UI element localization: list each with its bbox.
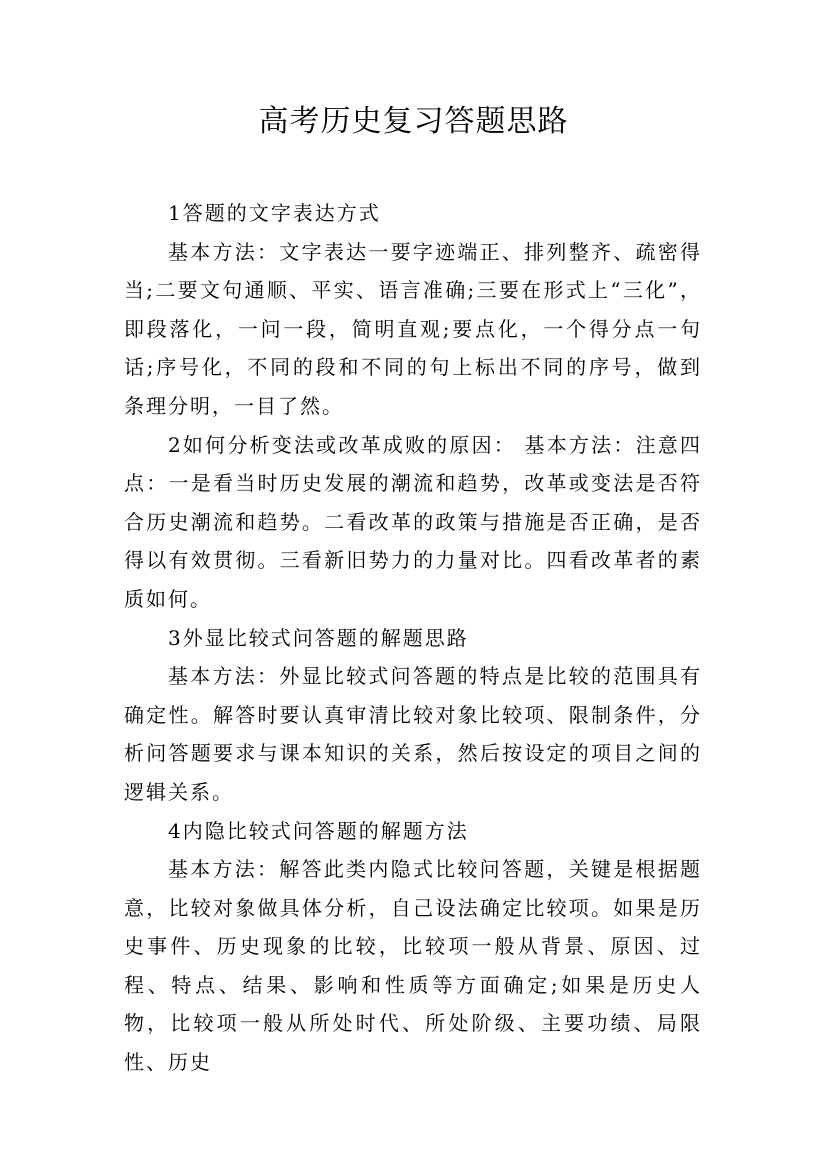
document-title: 高考历史复习答题思路 xyxy=(258,104,569,139)
document-body xyxy=(124,194,702,1082)
paragraph-heading-3: 3外显比较式问答题的解题思路 xyxy=(168,625,469,650)
paragraph-heading-1: 1答题的文字表达方式 xyxy=(168,201,381,225)
paragraph-method-4: 基本方法：解答此类内隐式比较问答题，关键是根据题意，比较对象做具体分析，自己设法确定比较项。如果是历史事件、历史现象的比较，比较项一般从背景、原因、过程、特点、结果、影响和性质等方面确定;如果是历史人物，比较项一般从所处时代、所处阶级、主要功绩、局限性、历史 xyxy=(124,857,702,1075)
paragraph-method-1: 基本方法：文字表达一要字迹端正、排列整齐、疏密得当;二要文句通顺、平实、语言准确;三要在形式上“三化”，即段落化，一问一段，简明直观;要点化，一个得分点一句话;序号化，不同的段和不同的句上标出不同的序号，做到条理分明，一目了然。 xyxy=(124,239,702,418)
paragraph-heading-4: 4内隐比较式问答题的解题方法 xyxy=(168,818,469,843)
paragraph-method-3: 基本方法：外显比较式问答题的特点是比较的范围具有确定性。解答时要认真审清比较对象比较项、限制条件，分析问答题要求与课本知识的关系，然后按设定的项目之间的逻辑关系。 xyxy=(124,664,702,804)
paragraph-section-2: 2如何分析变法或改革成败的原因： 基本方法：注意四点：一是看当时历史发展的潮流和趋势，改革或变法是否符合历史潮流和趋势。二看改革的政策与措施是否正确，是否得以有效贯彻。三看新旧势力的力量对比。四看改革者的素质如何。 xyxy=(124,432,702,611)
